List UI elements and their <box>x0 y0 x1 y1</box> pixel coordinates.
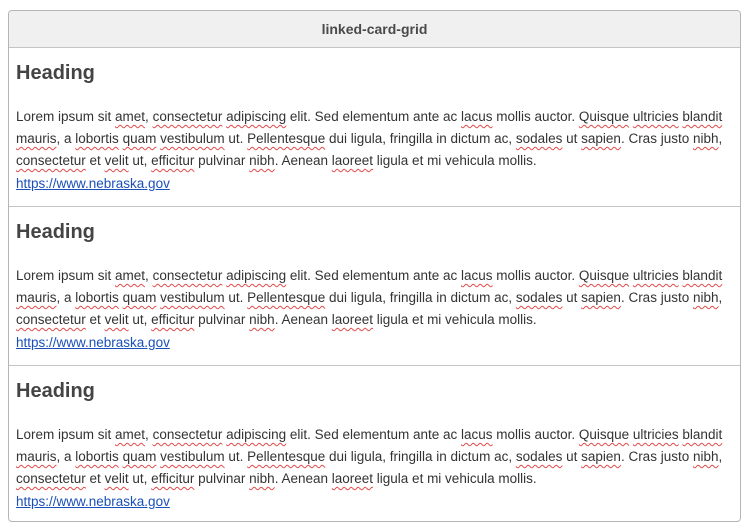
body-text-segment: pulvinar <box>194 471 250 486</box>
card-body-text <box>16 265 728 331</box>
body-text-segment: ligula et mi vehicula mollis. <box>373 471 537 486</box>
body-text-segment: Lorem ipsum sit <box>16 268 116 283</box>
spellcheck-word: mauris <box>16 131 57 146</box>
body-text-segment: , <box>145 427 153 442</box>
spellcheck-word: nibh <box>249 312 275 327</box>
body-text-segment: . Cras justo <box>620 449 693 464</box>
spellcheck-word: vestibulum <box>160 449 225 464</box>
spellcheck-word: Pellentesque <box>247 290 326 305</box>
body-text-segment: elit. Sed elementum ante ac <box>286 268 462 283</box>
card-body-text <box>16 424 728 490</box>
body-text-segment: . Cras justo <box>620 290 693 305</box>
spellcheck-word: sodales <box>515 131 563 146</box>
body-text-segment: , <box>145 268 153 283</box>
card-list <box>9 48 740 522</box>
spellcheck-word: velit <box>104 471 129 486</box>
spellcheck-word: consectetur <box>16 471 86 486</box>
spellcheck-word: ultricies <box>632 109 679 124</box>
spellcheck-word: efficitur <box>151 312 195 327</box>
spellcheck-word: consectetur <box>16 312 86 327</box>
spellcheck-word: mauris <box>16 449 57 464</box>
spellcheck-word: amet <box>115 268 146 283</box>
body-text-segment: . Aenean <box>274 312 332 327</box>
body-text-segment: ut, <box>128 471 152 486</box>
spellcheck-word: consectetur <box>152 427 223 442</box>
spellcheck-word: lobortis <box>75 449 119 464</box>
card-heading: Heading <box>16 380 95 402</box>
body-text-segment: et <box>85 471 105 486</box>
spellcheck-word: ultricies <box>632 268 679 283</box>
spellcheck-word: Pellentesque <box>247 131 326 146</box>
card-link[interactable]: https://www.nebraska.gov <box>16 176 170 191</box>
spellcheck-word: Pellentesque <box>247 449 326 464</box>
spellcheck-word: laoreet <box>331 471 374 486</box>
body-text-segment: ut. <box>224 290 248 305</box>
card <box>9 366 740 522</box>
spellcheck-word: velit <box>104 312 129 327</box>
body-text-segment: , a <box>56 131 76 146</box>
spellcheck-word: mauris <box>16 290 57 305</box>
body-text-segment: dui ligula, fringilla in dictum ac, <box>325 290 516 305</box>
body-text-segment: ut. <box>224 131 248 146</box>
spellcheck-word: blandit <box>682 268 723 283</box>
spellcheck-word: vestibulum <box>160 290 225 305</box>
spellcheck-word: sapien <box>581 449 621 464</box>
card <box>9 48 740 207</box>
spellcheck-word: laoreet <box>331 153 374 168</box>
spellcheck-word: quam <box>122 449 157 464</box>
body-text-segment: dui ligula, fringilla in dictum ac, <box>325 449 516 464</box>
spellcheck-word: nibh <box>692 449 719 464</box>
spellcheck-word: lacus <box>461 268 493 283</box>
spellcheck-word: quam <box>122 290 157 305</box>
spellcheck-word: quam <box>122 131 157 146</box>
card-heading: Heading <box>16 221 95 243</box>
spellcheck-word: lobortis <box>75 131 119 146</box>
body-text-segment: . Cras justo <box>620 131 693 146</box>
linked-card-grid-panel <box>8 10 741 522</box>
body-text-segment: elit. Sed elementum ante ac <box>286 427 462 442</box>
body-text-segment: mollis auctor. <box>492 268 579 283</box>
spellcheck-word: blandit <box>682 109 723 124</box>
body-text-segment: dui ligula, fringilla in dictum ac, <box>325 131 516 146</box>
spellcheck-word: sodales <box>515 290 563 305</box>
body-text-segment: mollis auctor. <box>492 109 579 124</box>
body-text-segment: ut, <box>128 153 152 168</box>
body-text-segment: . Aenean <box>274 153 332 168</box>
body-text-segment: ut. <box>224 449 248 464</box>
body-text-segment: , a <box>56 449 76 464</box>
body-text-segment: ut <box>562 290 582 305</box>
spellcheck-word: adipiscing <box>226 268 287 283</box>
body-text-segment: Lorem ipsum sit <box>16 109 116 124</box>
spellcheck-word: sodales <box>515 449 563 464</box>
body-text-segment: et <box>85 153 105 168</box>
card-body-text <box>16 106 728 172</box>
card <box>9 207 740 366</box>
body-text-segment: Lorem ipsum sit <box>16 427 116 442</box>
spellcheck-word: adipiscing <box>226 109 287 124</box>
spellcheck-word: lacus <box>461 109 493 124</box>
body-text-segment: ligula et mi vehicula mollis. <box>373 312 537 327</box>
body-text-segment: mollis auctor. <box>492 427 579 442</box>
spellcheck-word: nibh <box>692 290 719 305</box>
body-text-segment: , <box>718 449 723 464</box>
spellcheck-word: laoreet <box>331 312 374 327</box>
spellcheck-word: ultricies <box>632 427 679 442</box>
card-heading: Heading <box>16 62 95 84</box>
spellcheck-word: efficitur <box>151 471 195 486</box>
spellcheck-word: nibh <box>692 131 719 146</box>
card-link[interactable]: https://www.nebraska.gov <box>16 335 170 350</box>
spellcheck-word: nibh <box>249 471 275 486</box>
body-text-segment: ut <box>562 449 582 464</box>
body-text-segment: ut <box>562 131 582 146</box>
spellcheck-word: Quisque <box>578 268 630 283</box>
body-text-segment: pulvinar <box>194 153 250 168</box>
body-text-segment: elit. Sed elementum ante ac <box>286 109 462 124</box>
spellcheck-word: velit <box>104 153 129 168</box>
body-text-segment: , <box>145 109 153 124</box>
card-link[interactable]: https://www.nebraska.gov <box>16 494 170 509</box>
spellcheck-word: sapien <box>581 290 621 305</box>
spellcheck-word: adipiscing <box>226 427 287 442</box>
spellcheck-word: Quisque <box>578 427 630 442</box>
spellcheck-word: sapien <box>581 131 621 146</box>
spellcheck-word: lobortis <box>75 290 119 305</box>
body-text-segment: ut, <box>128 312 152 327</box>
spellcheck-word: Quisque <box>578 109 630 124</box>
body-text-segment: . Aenean <box>274 471 332 486</box>
spellcheck-word: blandit <box>682 427 723 442</box>
body-text-segment: , <box>718 290 723 305</box>
panel-title: linked-card-grid <box>9 11 740 48</box>
spellcheck-word: vestibulum <box>160 131 225 146</box>
spellcheck-word: efficitur <box>151 153 195 168</box>
body-text-segment: ligula et mi vehicula mollis. <box>373 153 537 168</box>
spellcheck-word: amet <box>115 427 146 442</box>
body-text-segment: , a <box>56 290 76 305</box>
spellcheck-word: nibh <box>249 153 275 168</box>
spellcheck-word: consectetur <box>152 268 223 283</box>
body-text-segment: , <box>718 131 723 146</box>
spellcheck-word: consectetur <box>152 109 223 124</box>
spellcheck-word: lacus <box>461 427 493 442</box>
body-text-segment: et <box>85 312 105 327</box>
body-text-segment: pulvinar <box>194 312 250 327</box>
spellcheck-word: amet <box>115 109 146 124</box>
spellcheck-word: consectetur <box>16 153 86 168</box>
